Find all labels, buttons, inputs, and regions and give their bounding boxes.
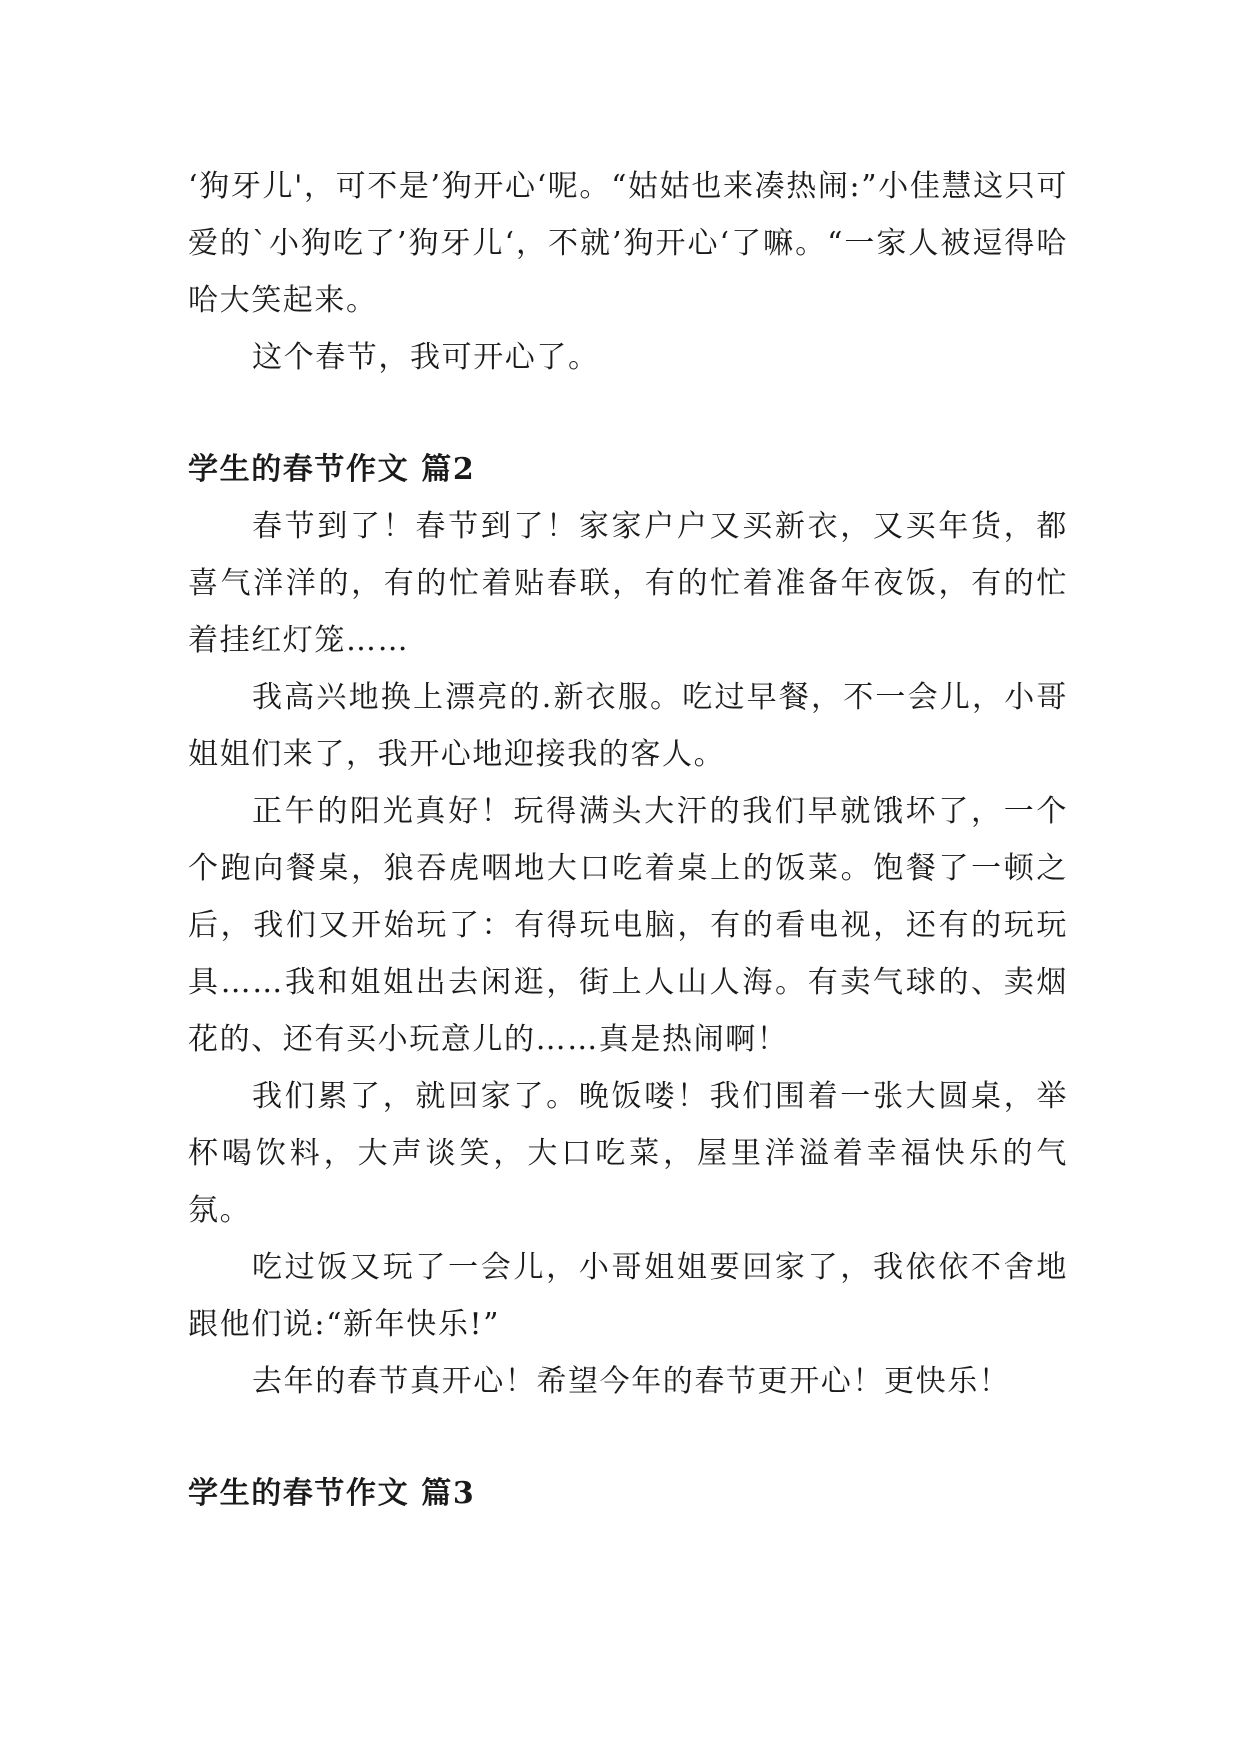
section-gap — [188, 1410, 1068, 1465]
section-title-2: 学生的春节作文 篇2 — [188, 452, 476, 487]
paragraph-continued-2: 这个春节，我可开心了。 — [252, 340, 600, 375]
section2-paragraph-1: 春节到了！春节到了！家家户户又买新衣，又买年货，都喜气洋洋的，有的忙着贴春联，有的忙着准备年夜饭，有的忙着挂红灯笼…… — [188, 509, 1068, 658]
section2-paragraph-3: 正午的阳光真好！玩得满头大汗的我们早就饿坏了，一个个跑向餐桌，狼吞虎咽地大口吃着桌上的饭菜。饱餐了一顿之后，我们又开始玩了：有得玩电脑，有的看电视，还有的玩玩具……我和姐姐出去闲逛，街上人山人海。有卖气球的、卖烟花的、还有买小玩意儿的……真是热闹啊！ — [188, 794, 1068, 1057]
section2-paragraph-6: 去年的春节真开心！希望今年的春节更开心！更快乐！ — [252, 1364, 1011, 1399]
document-content — [188, 158, 1068, 1522]
section-gap — [188, 386, 1068, 441]
paragraph-continued-1: ‘狗牙儿'，可不是’狗开心‘呢。“姑姑也来凑热闹:”小佳慧这只可爱的`小狗吃了’狗牙儿‘，不就’狗开心‘了嘛。“一家人被逗得哈哈大笑起来。 — [188, 169, 1068, 318]
section2-paragraph-2: 我高兴地换上漂亮的.新衣服。吃过早餐，不一会儿，小哥姐姐们来了，我开心地迎接我的客人。 — [188, 680, 1068, 772]
section2-paragraph-4: 我们累了，就回家了。晚饭喽！我们围着一张大圆桌，举杯喝饮料，大声谈笑，大口吃菜，屋里洋溢着幸福快乐的气氛。 — [188, 1079, 1068, 1228]
section-title-3: 学生的春节作文 篇3 — [188, 1476, 476, 1511]
section2-paragraph-5: 吃过饭又玩了一会儿，小哥姐姐要回家了，我依依不舍地跟他们说:“新年快乐!” — [188, 1250, 1068, 1342]
